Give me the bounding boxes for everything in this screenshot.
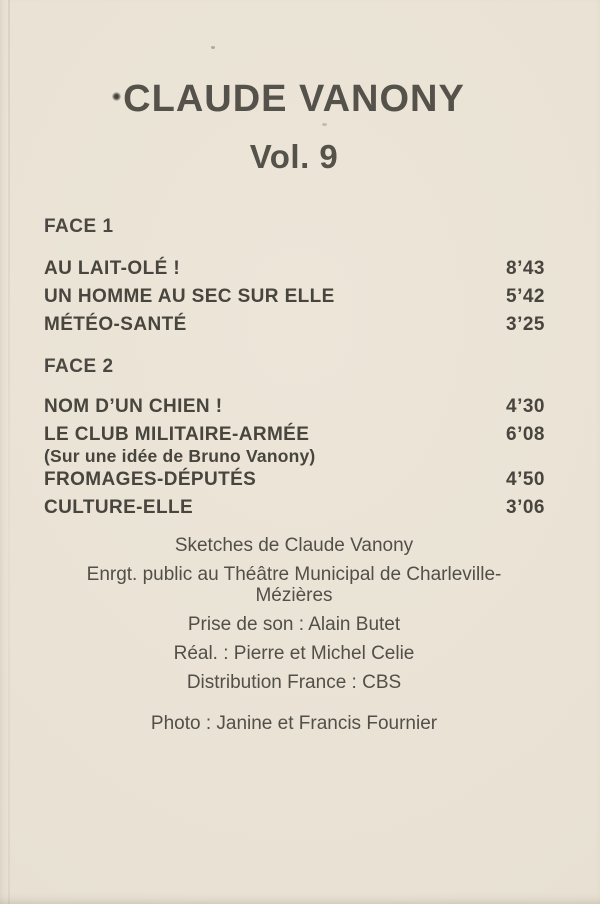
credit-sketches: Sketches de Claude Vanony xyxy=(174,535,414,556)
track-row xyxy=(44,255,545,283)
artist-name: CLAUDE VANONY xyxy=(123,78,465,120)
track-duration: 5’42 xyxy=(506,286,545,307)
track-title: AU LAIT-OLÉ ! xyxy=(44,258,181,279)
credit-recording: Enrgt. public au Théâtre Municipal de Charleville-Mézières xyxy=(86,564,502,606)
tracklist xyxy=(44,215,545,522)
credit-realisation: Réal. : Pierre et Michel Celie xyxy=(173,643,415,664)
track-duration: 4’50 xyxy=(506,469,545,490)
scan-blemish xyxy=(112,92,121,101)
face-1-label: FACE 1 xyxy=(44,216,114,237)
track-duration: 3’06 xyxy=(506,497,545,518)
track-duration: 3’25 xyxy=(506,314,545,335)
face-1-section xyxy=(44,215,545,339)
track-row xyxy=(44,393,545,421)
track-subtitle: (Sur une idée de Bruno Vanony) xyxy=(44,446,316,466)
track-duration: 8’43 xyxy=(506,258,545,279)
track-title: UN HOMME AU SEC SUR ELLE xyxy=(44,286,335,307)
track-row xyxy=(44,421,545,449)
track-row xyxy=(44,311,545,339)
credit-sound: Prise de son : Alain Butet xyxy=(187,614,401,635)
credit-photo: Photo : Janine et Francis Fournier xyxy=(150,713,438,734)
face-2-label: FACE 2 xyxy=(44,356,114,377)
track-row xyxy=(44,466,545,494)
scan-speck xyxy=(322,123,327,126)
track-row xyxy=(44,283,545,311)
face-2-section xyxy=(44,355,545,522)
track-title: NOM D’UN CHIEN ! xyxy=(44,396,223,417)
scan-speck xyxy=(211,46,215,49)
title-block xyxy=(0,0,600,173)
track-title: FROMAGES-DÉPUTÉS xyxy=(44,469,257,490)
credit-distribution: Distribution France : CBS xyxy=(186,672,402,693)
track-duration: 6’08 xyxy=(506,424,545,445)
track-duration: 4’30 xyxy=(506,396,545,417)
track-title: CULTURE-ELLE xyxy=(44,497,194,518)
credits-block xyxy=(0,535,600,734)
track-title: MÉTÉO-SANTÉ xyxy=(44,314,187,335)
track-title: LE CLUB MILITAIRE-ARMÉE xyxy=(44,424,310,445)
volume-label: Vol. 9 xyxy=(249,138,339,175)
track-row xyxy=(44,494,545,522)
